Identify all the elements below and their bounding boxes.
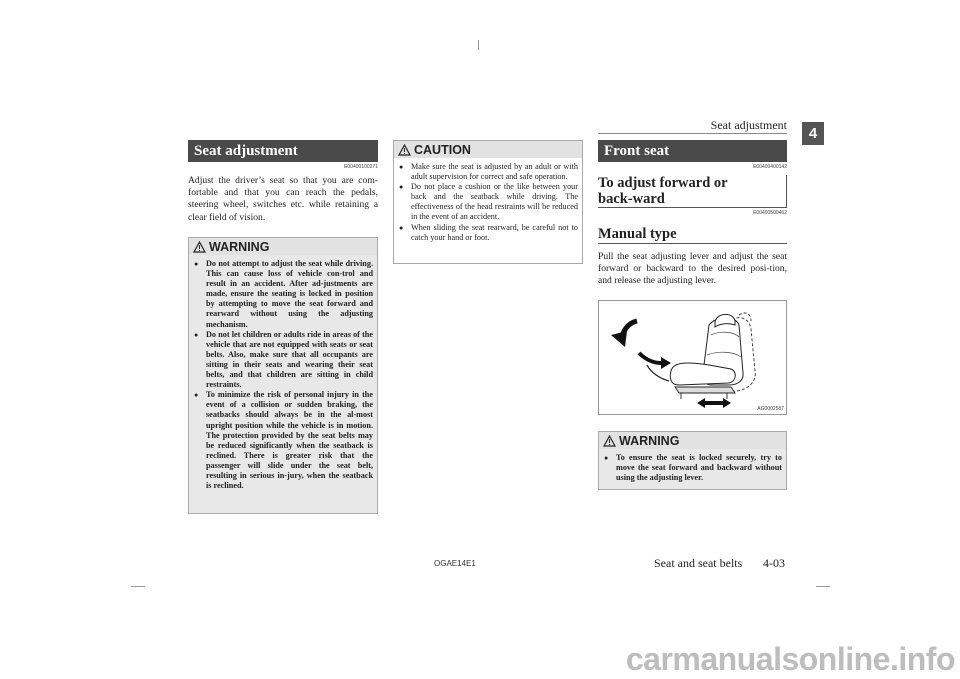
warning-item: ● To minimize the risk of personal injury in the event of a collision or sudden braking, the seatbacks should always be in the al-most upright position while the vehicle is in motion. The protection provided by the seat belts may be reduced significantly when the seatback is reclined. There is greater risk that the passenger will slide under the seat belt, resulting in serious in-jury, when the seatback is reclined.: [194, 390, 373, 491]
chapter-tab: 4: [802, 122, 824, 145]
warning-body: [189, 255, 377, 513]
model-code: OGAE14E1: [434, 559, 476, 568]
warning-triangle-icon: [193, 241, 206, 253]
warning-header: [189, 238, 377, 255]
intro-paragraph: Adjust the driver’s seat so that you are com-fortable and that you can reach the pedals, steering wheel, switches etc. while retaining a clear field of vision.: [188, 175, 378, 223]
watermark: carmanualsonline.info: [625, 641, 955, 677]
manual-type-rule: [598, 243, 787, 244]
front-seat-code: E00400400142: [753, 164, 787, 170]
bullet-icon: ●: [194, 391, 199, 400]
subtitle-rule-vertical: [786, 175, 787, 207]
crop-mark: [131, 586, 145, 587]
seat-illustration: [599, 301, 786, 414]
seat-figure: [598, 300, 787, 415]
bullet-icon: ●: [399, 183, 404, 192]
caution-item: ● When sliding the seat rearward, be careful not to catch your hand or foot.: [399, 222, 578, 242]
warning-item: ● To ensure the seat is locked securely, try to move the seat forward and backward without using the adjusting lever.: [604, 453, 782, 483]
footer-section: Seat and seat belts: [654, 556, 743, 570]
warning-body: [599, 449, 786, 489]
caution-box: [393, 140, 583, 264]
caution-label: CAUTION: [414, 142, 471, 157]
warning-item: ● Do not let children or adults ride in areas of the vehicle that are not equipped with seats or seat belts. Also, make sure that all occupants are sitting in their seats and wearing their seat belts, and that children are sitting in child restraints.: [194, 329, 373, 390]
caution-header: [394, 141, 582, 158]
subtitle-heading: To adjust forward or back-ward: [598, 175, 728, 207]
manual-type-heading: Manual type: [598, 226, 677, 242]
caution-body: [394, 158, 582, 243]
subtitle-code: E00400500462: [753, 210, 787, 216]
section-title: Seat adjustment: [188, 140, 378, 162]
bullet-icon: ●: [194, 260, 199, 268]
caution-item: ● Make sure the seat is adjusted by an adult or with adult supervision for correct and safe operation.: [399, 162, 578, 182]
warning-label: WARNING: [619, 433, 680, 448]
bullet-icon: ●: [399, 223, 404, 232]
header-rule: [598, 133, 787, 134]
crop-mark: [816, 586, 830, 587]
bullet-icon: ●: [399, 163, 404, 171]
warning-header: [599, 432, 786, 449]
crop-mark: [478, 40, 479, 50]
page-number: 4-03: [763, 556, 785, 570]
warning-triangle-icon: [398, 144, 411, 156]
front-seat-title: Front seat: [598, 140, 787, 162]
running-title: Seat adjustment: [710, 118, 787, 132]
adjust-paragraph: Pull the seat adjusting lever and adjust the seat forward or backward to the desired posi-tion, and release the adjusting lever.: [598, 251, 787, 287]
warning-triangle-icon: [603, 435, 616, 447]
figure-code: AG0002587: [757, 406, 784, 412]
bullet-icon: ●: [194, 330, 199, 339]
warning-item: ● Do not attempt to adjust the seat while driving. This can cause loss of vehicle con-trol and result in an accident. After ad-justments are made, ensure the seating is locked in position by attempting to move the seat forward and rearward without using the adjusting mechanism.: [194, 259, 373, 329]
bullet-icon: ●: [604, 454, 609, 462]
warning-box: [188, 237, 378, 514]
caution-item: ● Do not place a cushion or the like between your back and the seatback while driving. The effectiveness of the head restraints will be reduced in the event of an accident.: [399, 182, 578, 222]
section-code: E00400100271: [344, 164, 378, 170]
subtitle-rule: [598, 207, 787, 208]
warning-box-right: [598, 431, 787, 490]
warning-label: WARNING: [209, 239, 270, 254]
